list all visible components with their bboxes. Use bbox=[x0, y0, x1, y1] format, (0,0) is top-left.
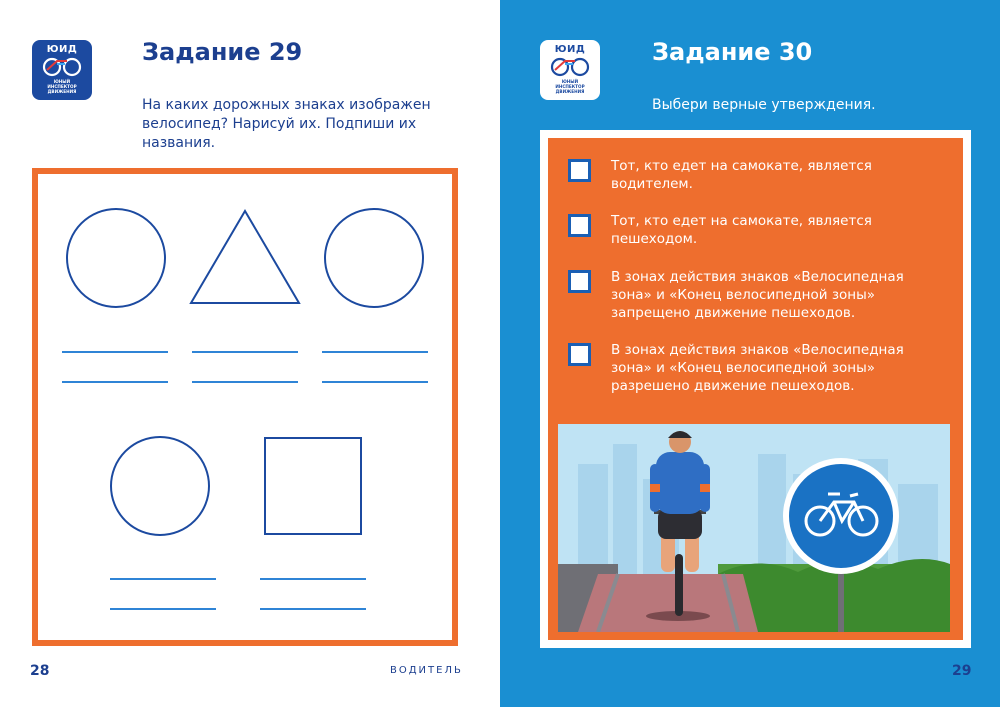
statement-item bbox=[568, 157, 948, 193]
logo-title: ЮИД bbox=[554, 44, 586, 55]
sign-outlines bbox=[38, 174, 452, 640]
cyclist-illustration bbox=[558, 424, 950, 632]
statement-text: В зонах действия знаков «Велосипедная зона» и «Конец велосипедной зоны» запрещено движение пешеходов. bbox=[611, 269, 904, 321]
page-number-left: 28 bbox=[30, 663, 50, 679]
yuid-logo bbox=[32, 40, 92, 100]
logo-title: ЮИД bbox=[46, 44, 78, 55]
task-30-instruction: Выбери верные утверждения. bbox=[652, 97, 876, 113]
task-29-title: Задание 29 bbox=[142, 38, 303, 66]
bicycle-logo-icon bbox=[549, 56, 591, 78]
statement-text: В зонах действия знаков «Велосипедная зона» и «Конец велосипедной зоны» разрешено движение пешеходов. bbox=[611, 342, 904, 394]
task-29-instruction: На каких дорожных знаках изображен велосипед? Нарисуй их. Подпиши их названия. bbox=[142, 97, 431, 151]
statement-checkbox-1[interactable] bbox=[568, 159, 591, 182]
statement-checkbox-2[interactable] bbox=[568, 214, 591, 237]
yuid-logo bbox=[540, 40, 600, 100]
circle-sign-outline-3 bbox=[111, 437, 209, 535]
statement-checkbox-4[interactable] bbox=[568, 343, 591, 366]
page-number-right: 29 bbox=[952, 663, 972, 679]
statement-item bbox=[568, 268, 948, 322]
circle-sign-outline-2 bbox=[325, 209, 423, 307]
task-30-title: Задание 30 bbox=[652, 38, 813, 66]
triangle-sign-outline bbox=[191, 211, 299, 303]
footer-label: ВОДИТЕЛЬ bbox=[390, 665, 463, 676]
bicycle-logo-icon bbox=[41, 56, 83, 78]
drawing-area[interactable] bbox=[32, 168, 458, 646]
statement-text: Тот, кто едет на самокате, является водителем. bbox=[611, 158, 872, 192]
square-sign-outline bbox=[265, 438, 361, 534]
statement-item bbox=[568, 212, 948, 248]
logo-subtitle: ЮНЫЙ ИНСПЕКТОР ДВИЖЕНИЯ bbox=[47, 79, 77, 94]
statement-item bbox=[568, 341, 948, 395]
circle-sign-outline-1 bbox=[67, 209, 165, 307]
statement-checkbox-3[interactable] bbox=[568, 270, 591, 293]
cyclist-scene bbox=[558, 424, 950, 632]
logo-subtitle: ЮНЫЙ ИНСПЕКТОР ДВИЖЕНИЯ bbox=[555, 79, 585, 94]
statement-text: Тот, кто едет на самокате, является пешеходом. bbox=[611, 213, 872, 247]
